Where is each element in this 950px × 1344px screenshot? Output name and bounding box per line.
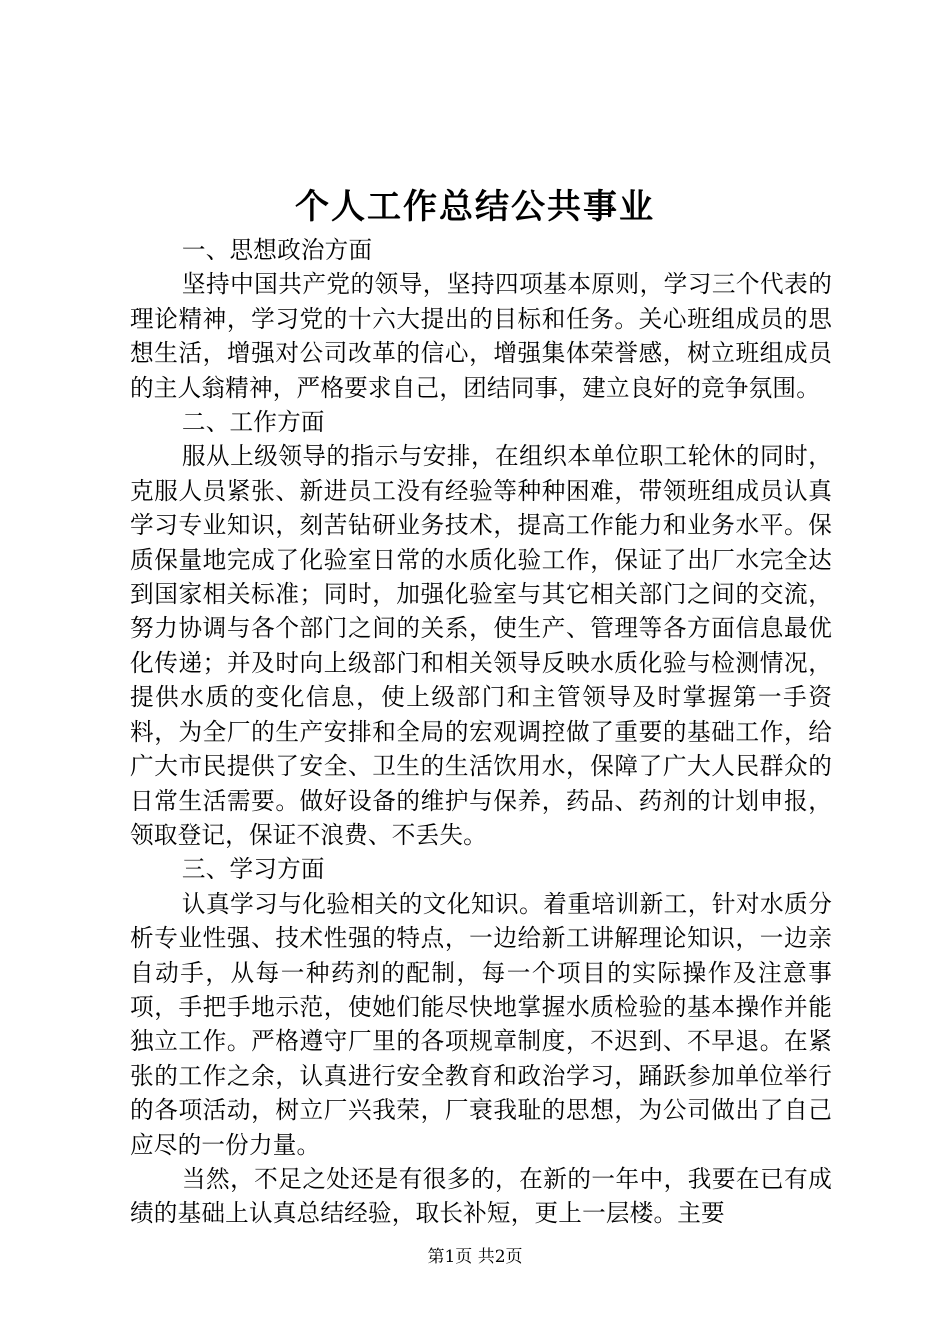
paragraph-study: 认真学习与化验相关的文化知识。着重培训新工，针对水质分析专业性强、技术性强的特点，一边给新工讲解理论知识，一边亲自动手，从每一种药剂的配制，每一个项目的实际操作及注意事项，手把手地示范，使她们能尽快地掌握水质检验的基本操作并能独立工作。严格遵守厂里的各项规章制度，不迟到、不早退。在紧张的工作之余，认真进行安全教育和政治学习，踊跃参加单位举行的各项活动，树立厂兴我荣，厂衰我耻的思想，为公司做出了自己应尽的一份力量。 xyxy=(130,889,832,1159)
section-heading-politics: 一、思想政治方面 xyxy=(181,236,373,264)
document-body xyxy=(130,233,832,1231)
section-heading-study: 三、学习方面 xyxy=(181,855,325,884)
document-title: 个人工作总结公共事业 xyxy=(295,187,655,227)
paragraph-conclusion: 当然，不足之处还是有很多的，在新的一年中，我要在已有成绩的基础上认真总结经验，取长补短，更上一层楼。主要 xyxy=(130,1164,832,1228)
paragraph-work: 服从上级领导的指示与安排，在组织本单位职工轮休的同时，克服人员紧张、新进员工没有经验等种种困难，带领班组成员认真学习专业知识，刻苦钻研业务技术，提高工作能力和业务水平。保质保量地完成了化验室日常的水质化验工作，保证了出厂水完全达到国家相关标准；同时，加强化验室与其它相关部门之间的交流，努力协调与各个部门之间的关系，使生产、管理等各方面信息最优化传递；并及时向上级部门和相关领导反映水质化验与检测情况，提供水质的变化信息，使上级部门和主管领导及时掌握第一手资料，为全厂的生产安排和全局的宏观调控做了重要的基础工作，给广大市民提供了安全、卫生的生活饮用水，保障了广大人民群众的日常生活需要。做好设备的维护与保养，药品、药剂的计划申报，领取登记，保证不浪费、不丢失。 xyxy=(130,442,832,849)
section-heading-work: 二、工作方面 xyxy=(181,408,325,437)
paragraph-politics: 坚持中国共产党的领导，坚持四项基本原则，学习三个代表的理论精神，学习党的十六大提出的目标和任务。关心班组成员的思想生活，增强对公司改革的信心，增强集体荣誉感，树立班组成员的主人翁精神，严格要求自己，团结同事，建立良好的竞争氛围。 xyxy=(130,270,832,402)
page-footer: 第1页 共2页 xyxy=(427,1247,523,1267)
